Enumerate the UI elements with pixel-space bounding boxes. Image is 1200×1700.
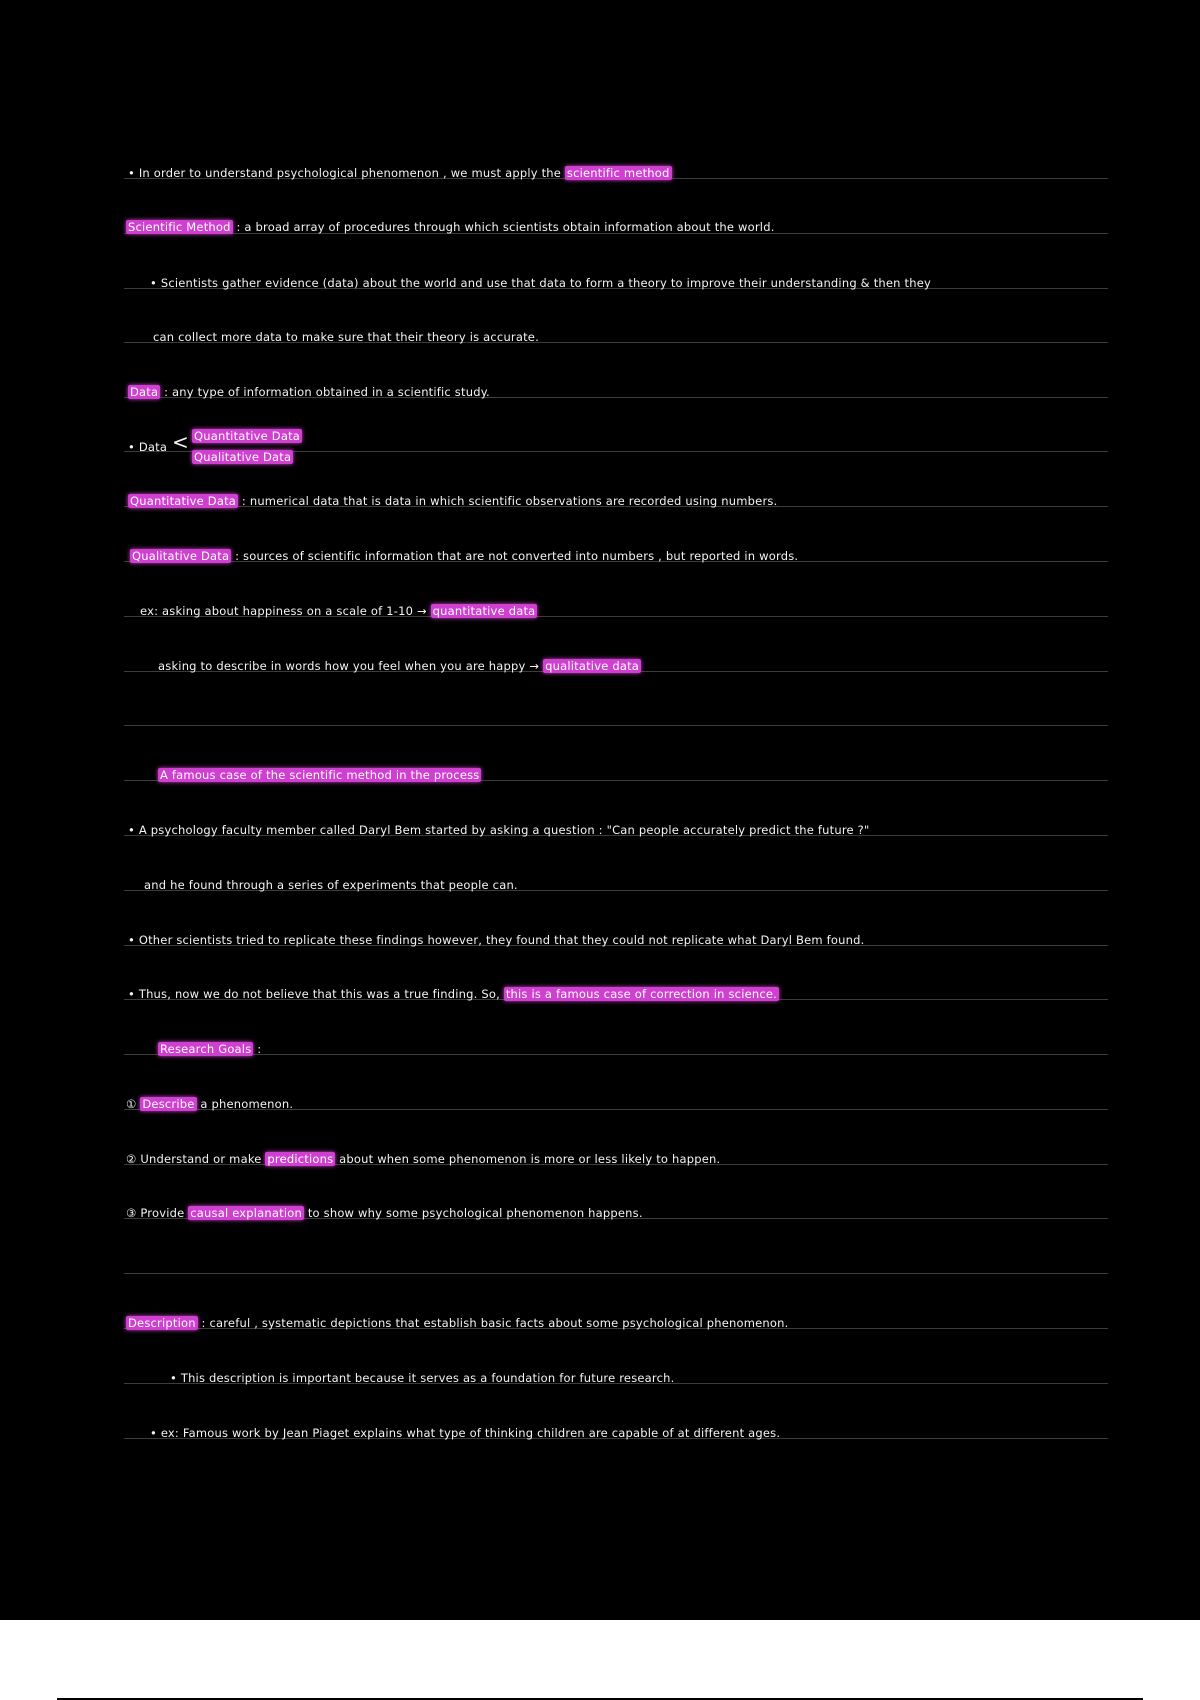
note-line-9: ex: asking about happiness on a scale of 1-10 → quantitative data (140, 604, 536, 618)
highlight: Quantitative Data (194, 429, 301, 443)
note-line-3: • Scientists gather evidence (data) about the world and use that data to form a theory to improve their understanding & then they (150, 276, 931, 290)
highlight: Qualitative Data (194, 450, 292, 464)
highlight: causal explanation (190, 1206, 302, 1220)
note-line-14: • Other scientists tried to replicate these findings however, they found that they could not replicate what Daryl Bem found. (128, 933, 865, 947)
ruled-line (124, 1273, 1108, 1274)
highlight: predictions (267, 1152, 334, 1166)
highlight: Describe (142, 1097, 195, 1111)
highlight: quantitative data (432, 604, 536, 618)
note-line-6-branch-2 (192, 450, 293, 464)
note-line-4: can collect more data to make sure that their theory is accurate. (153, 330, 539, 344)
note-heading-research-goals: Research Goals : (160, 1042, 262, 1056)
note-line-2: Scientific Method : a broad array of procedures through which scientists obtain information about the world. (128, 220, 775, 234)
note-line-21: • This description is important because it serves as a foundation for future research. (170, 1371, 675, 1385)
note-line-6-branch-1 (192, 429, 302, 443)
highlight: Quantitative Data (130, 494, 237, 508)
ruled-line (124, 1054, 1108, 1055)
highlight: Qualitative Data (132, 549, 230, 563)
ruled-line (124, 725, 1108, 726)
note-line-5: Data : any type of information obtained in a scientific study. (130, 385, 490, 399)
highlight: scientific method (566, 166, 670, 180)
highlight: Description (128, 1316, 196, 1330)
note-line-19: ③ Provide causal explanation to show why some psychological phenomenon happens. (126, 1206, 643, 1220)
note-heading-famous-case (158, 768, 481, 782)
note-line-17: ① Describe a phenomenon. (126, 1097, 294, 1111)
note-line-20: Description : careful , systematic depictions that establish basic facts about some psychological phenomenon. (128, 1316, 789, 1330)
highlight: A famous case of the scientific method in the process (160, 768, 480, 782)
note-line-12: • A psychology faculty member called Daryl Bem started by asking a question : "Can people accurately predict the future ?" (128, 823, 870, 837)
note-line-13: and he found through a series of experiments that people can. (144, 878, 518, 892)
note-line-15: • Thus, now we do not believe that this was a true finding. So, this is a famous case of correction in science. (128, 987, 778, 1001)
note-line-6-root: • Data (128, 440, 168, 454)
highlight: Scientific Method (128, 220, 231, 234)
note-line-10: asking to describe in words how you feel when you are happy → qualitative data (158, 659, 640, 673)
note-line-18: ② Understand or make predictions about when some phenomenon is more or less likely to happen. (126, 1152, 721, 1166)
highlight: qualitative data (545, 659, 640, 673)
highlight: Research Goals (160, 1042, 252, 1056)
note-line-8: Qualitative Data : sources of scientific information that are not converted into numbers , but reported in words. (132, 549, 799, 563)
branch-bracket: < (172, 430, 189, 454)
highlight: this is a famous case of correction in science. (505, 987, 778, 1001)
highlight: Data (130, 385, 159, 399)
note-line-22: • ex: Famous work by Jean Piaget explains what type of thinking children are capable of at different ages. (150, 1426, 781, 1440)
note-line-7: Quantitative Data : numerical data that is data in which scientific observations are recorded using numbers. (130, 494, 778, 508)
note-line-1: • In order to understand psychological phenomenon , we must apply the scientific method (128, 166, 670, 180)
